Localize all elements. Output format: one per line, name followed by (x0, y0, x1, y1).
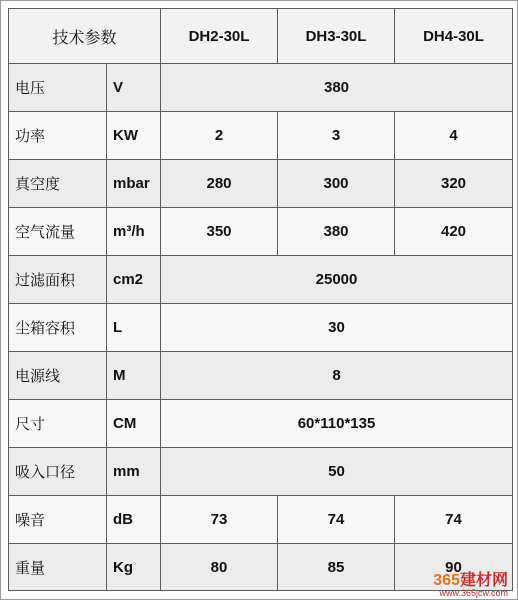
table-row (9, 112, 513, 160)
param-name: 电压 (9, 64, 107, 112)
site-watermark (433, 573, 508, 598)
param-unit: mm (107, 448, 161, 496)
param-unit: m³/h (107, 208, 161, 256)
header-model: DH2-30L (161, 9, 278, 64)
param-unit: cm2 (107, 256, 161, 304)
watermark-name: 建材网 (459, 572, 508, 589)
param-value: 420 (395, 208, 513, 256)
param-value: 73 (161, 496, 278, 544)
param-name: 真空度 (9, 160, 107, 208)
param-name: 尘箱容积 (9, 304, 107, 352)
table-row (9, 160, 513, 208)
table-row (9, 256, 513, 304)
table-row (9, 352, 513, 400)
param-value: 90 (395, 544, 513, 591)
param-value: 30 (161, 304, 513, 352)
table-row (9, 448, 513, 496)
header-model: DH3-30L (278, 9, 395, 64)
watermark-url: www.365jcw.com (439, 588, 508, 598)
param-unit: mbar (107, 160, 161, 208)
param-value: 60*110*135 (161, 400, 513, 448)
param-value: 25000 (161, 256, 513, 304)
param-value: 85 (278, 544, 395, 591)
table-row (9, 208, 513, 256)
param-value: 8 (161, 352, 513, 400)
header-model: DH4-30L (395, 9, 513, 64)
param-name: 尺寸 (9, 400, 107, 448)
param-name: 电源线 (9, 352, 107, 400)
param-name: 空气流量 (9, 208, 107, 256)
param-value: 4 (395, 112, 513, 160)
table-row (9, 400, 513, 448)
param-value: 380 (161, 64, 513, 112)
param-value: 50 (161, 448, 513, 496)
param-value: 320 (395, 160, 513, 208)
spec-table (8, 8, 513, 591)
param-value: 280 (161, 160, 278, 208)
watermark-digits: 365 (433, 572, 460, 589)
param-unit: M (107, 352, 161, 400)
param-value: 350 (161, 208, 278, 256)
param-unit: Kg (107, 544, 161, 591)
param-value: 2 (161, 112, 278, 160)
watermark-logo (433, 573, 508, 589)
param-value: 380 (278, 208, 395, 256)
param-unit: V (107, 64, 161, 112)
param-value: 74 (395, 496, 513, 544)
header-row (9, 9, 513, 64)
param-value: 80 (161, 544, 278, 591)
param-value: 3 (278, 112, 395, 160)
param-name: 噪音 (9, 496, 107, 544)
param-name: 吸入口径 (9, 448, 107, 496)
param-unit: KW (107, 112, 161, 160)
table-row (9, 64, 513, 112)
param-unit: L (107, 304, 161, 352)
param-unit: CM (107, 400, 161, 448)
table-row (9, 496, 513, 544)
param-value: 74 (278, 496, 395, 544)
table-row (9, 304, 513, 352)
param-name: 重量 (9, 544, 107, 591)
param-unit: dB (107, 496, 161, 544)
header-title: 技术参数 (9, 9, 161, 64)
param-value: 300 (278, 160, 395, 208)
param-name: 过滤面积 (9, 256, 107, 304)
param-name: 功率 (9, 112, 107, 160)
